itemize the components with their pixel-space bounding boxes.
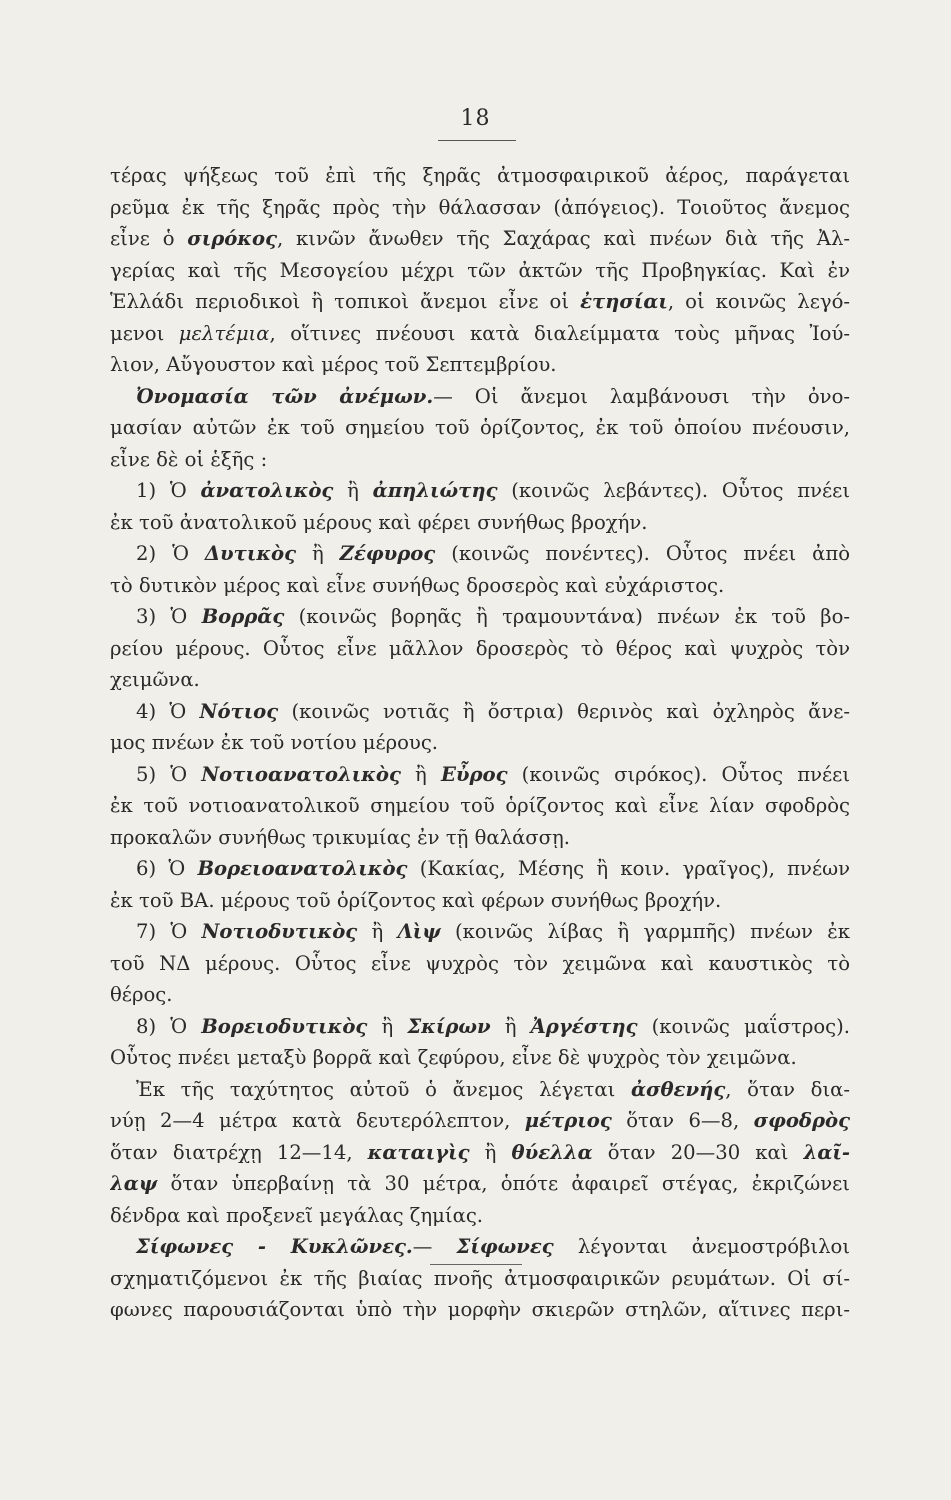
list-item-line: 6) Ὁ Βορειοανατολικὸς (Κακίας, Μέσης ἢ κοιν. γραῖγος), πνέων: [136, 857, 850, 880]
text-line: Οὗτος πνέει μεταξὺ βορρᾶ καὶ ζεφύρου, εἶνε δὲ ψυχρὸς τὸν χειμῶνα.: [110, 1046, 797, 1069]
text-line: μος πνέων ἐκ τοῦ νοτίου μέρους.: [110, 731, 439, 754]
text-line: τὸ δυτικὸν μέρος καὶ εἶνε συνήθως δροσερὸς καὶ εὐχάριστος.: [110, 573, 725, 597]
text-line: ρείου μέρους. Οὗτος εἶνε μᾶλλον δροσερὸς τὸ θέρος καὶ ψυχρὸς τὸν: [110, 636, 850, 660]
text-line: τοῦ ΝΔ μέρους. Οὗτος εἶνε ψυχρὸς τὸν χειμῶνα καὶ καυστικὸς τὸ: [110, 951, 850, 975]
list-item-line: 7) Ὁ Νοτιοδυτικὸς ἢ Λὶψ (κοινῶς λίβας ἢ γαρμπῆς) πνέων ἐκ: [136, 920, 850, 943]
list-item-line: 5) Ὁ Νοτιοανατολικὸς ἢ Εὖρος (κοινῶς σιρόκος). Οὗτος πνέει: [136, 762, 850, 786]
text-line: ρεῦμα ἐκ τῆς ξηρᾶς πρὸς τὴν θάλασσαν (ἀπόγειος). Τοιοῦτος ἄνεμος: [110, 195, 850, 219]
text-line: εἶνε δὲ οἱ ἑξῆς :: [110, 447, 268, 471]
text-line: Ἐκ τῆς ταχύτητος αὐτοῦ ὁ ἄνεμος λέγεται ἀσθενής, ὅταν δια-: [136, 1077, 850, 1101]
text-line: εἶνε ὁ σιρόκος, κινῶν ἄνωθεν τῆς Σαχάρας καὶ πνέων διὰ τῆς Ἀλ-: [110, 227, 850, 250]
text-line: μενοι μελτέμια, οἵτινες πνέουσι κατὰ διαλείμματα τοὺς μῆνας Ἰού-: [110, 321, 850, 345]
term-meltemia: μελτέμια: [178, 321, 270, 345]
text-line: νύῃ 2—4 μέτρα κατὰ δευτερόλεπτον, μέτριος ὅταν 6—8, σφοδρὸς: [110, 1109, 850, 1132]
section-heading-line: Σίφωνες - Κυκλῶνες.— Σίφωνες λέγονται ἀνεμοστρόβιλοι: [136, 1235, 850, 1258]
body-text: [110, 160, 850, 1326]
section-heading-winds: Ὀνομασία τῶν ἀνέμων.: [136, 384, 434, 408]
section-divider: [430, 1264, 522, 1265]
page-number-rule: [438, 140, 516, 141]
text-line: μασίαν αὐτῶν ἐκ τοῦ σημείου τοῦ ὁρίζοντος, ἐκ τοῦ ὁποίου πνέουσιν,: [110, 416, 850, 439]
list-item-line: 1) Ὁ ἀνατολικὸς ἢ ἀπηλιώτης (κοινῶς λεβάντες). Οὗτος πνέει: [136, 479, 850, 502]
text-line: λαψ ὅταν ὑπερβαίνῃ τὰ 30 μέτρα, ὁπότε ἀφαιρεῖ στέγας, ἐκριζώνει: [110, 1172, 850, 1195]
text-line: λιον, Αὔγουστον καὶ μέρος τοῦ Σεπτεμβρίου.: [110, 353, 557, 376]
text-line: ἐκ τοῦ νοτιοανατολικοῦ σημείου τοῦ ὁρίζοντος καὶ εἶνε λίαν σφοδρὸς: [110, 794, 850, 817]
list-item-line: 4) Ὁ Νότιος (κοινῶς νοτιᾶς ἢ ὄστρια) θερινὸς καὶ ὀχληρὸς ἄνε-: [136, 699, 850, 723]
list-item-line: 8) Ὁ Βορειοδυτικὸς ἢ Σκίρων ἢ Ἀργέστης (κοινῶς μαΐστρος).: [136, 1014, 850, 1038]
text-line: θέρος.: [110, 983, 173, 1006]
text-line: ἐκ τοῦ ΒΑ. μέρους τοῦ ὁρίζοντος καὶ φέρων συνήθως βροχήν.: [110, 888, 722, 912]
text-line: τέρας ψήξεως τοῦ ἐπὶ τῆς ξηρᾶς ἀτμοσφαιρικοῦ ἀέρος, παράγεται: [110, 164, 850, 187]
term-etesiai: ἐτησίαι: [580, 290, 668, 313]
text-line: δένδρα καὶ προξενεῖ μεγάλας ζημίας.: [110, 1203, 484, 1227]
list-item-line: 2) Ὁ Δυτικὸς ἢ Ζέφυρος (κοινῶς πονέντες). Οὗτος πνέει ἀπὸ: [136, 542, 850, 565]
text-line: προκαλῶν συνήθως τρικυμίας ἐν τῇ θαλάσσῃ.: [110, 825, 571, 849]
text-line: ἐκ τοῦ ἀνατολικοῦ μέρους καὶ φέρει συνήθως βροχήν.: [110, 510, 648, 534]
text-line: χειμῶνα.: [110, 668, 200, 691]
list-item-line: 3) Ὁ Βορρᾶς (κοινῶς βορηᾶς ἢ τραμουντάνα) πνέων ἐκ τοῦ βο-: [136, 605, 850, 628]
text-line: ὅταν διατρέχῃ 12—14, καταιγὶς ἢ θύελλα ὅταν 20—30 καὶ λαῖ-: [110, 1140, 850, 1164]
text-line: Ἑλλάδι περιοδικοὶ ἢ τοπικοὶ ἄνεμοι εἶνε οἱ ἐτησίαι, οἱ κοινῶς λεγό-: [110, 290, 850, 313]
section-heading-cyclones: Σίφωνες - Κυκλῶνες.: [136, 1235, 413, 1258]
page-number: 18: [460, 106, 491, 131]
section-heading-line: Ὀνομασία τῶν ἀνέμων.— Οἱ ἄνεμοι λαμβάνουσι τὴν ὀνο-: [136, 384, 850, 408]
text-line: φωνες παρουσιάζονται ὑπὸ τὴν μορφὴν σκιερῶν στηλῶν, αἵτινες περι-: [110, 1298, 850, 1321]
text-line: γερίας καὶ τῆς Μεσογείου μέχρι τῶν ἀκτῶν τῆς Προβηγκίας. Καὶ ἐν: [110, 258, 850, 282]
term-sirokos: σιρόκος: [187, 227, 277, 250]
text-line: σχηματιζόμενοι ἐκ τῆς βιαίας πνοῆς ἀτμοσφαιρικῶν ρευμάτων. Οἱ σί-: [110, 1266, 850, 1290]
